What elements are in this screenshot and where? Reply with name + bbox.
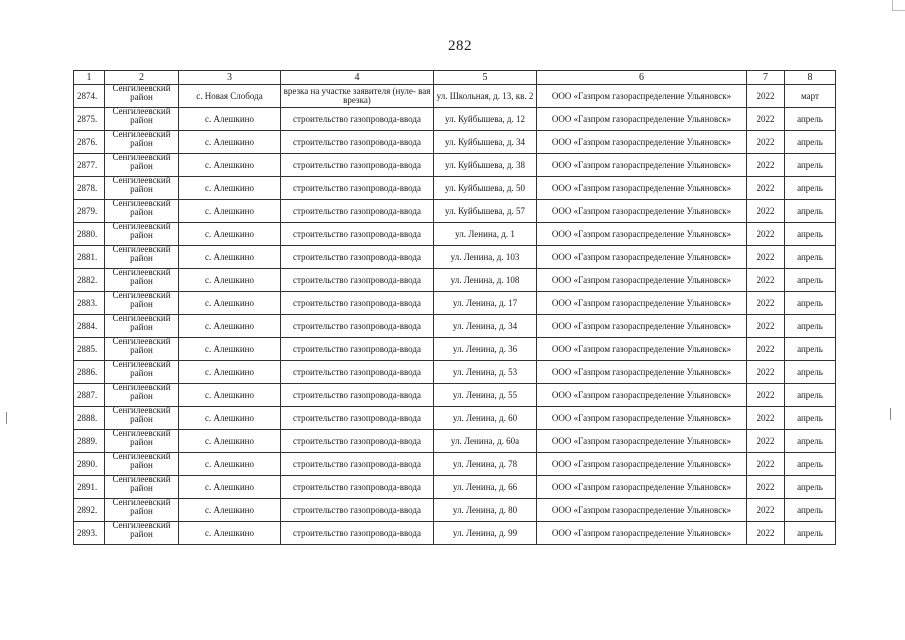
address-cell: ул. Ленина, д. 55	[434, 384, 537, 407]
district-text: Сенгилеевский район	[112, 130, 171, 148]
work-type-cell: строительство газопровода-ввода	[281, 177, 434, 200]
district-cell	[105, 85, 179, 108]
organization-cell: ООО «Газпром газораспределение Ульяновск»	[537, 223, 747, 246]
district-cell	[105, 269, 179, 292]
locality-cell: с. Алешкино	[179, 246, 281, 269]
column-header: 7	[747, 71, 785, 85]
locality-cell: с. Алешкино	[179, 131, 281, 154]
row-number-cell: 2880.	[74, 223, 105, 246]
month-cell: апрель	[785, 315, 836, 338]
month-cell: апрель	[785, 384, 836, 407]
district-cell	[105, 430, 179, 453]
year-cell: 2022	[747, 131, 785, 154]
row-number-cell: 2875.	[74, 108, 105, 131]
address-cell: ул. Ленина, д. 99	[434, 522, 537, 545]
year-cell: 2022	[747, 499, 785, 522]
organization-cell: ООО «Газпром газораспределение Ульяновск»	[537, 246, 747, 269]
organization-cell: ООО «Газпром газораспределение Ульяновск»	[537, 200, 747, 223]
work-type-cell: строительство газопровода-ввода	[281, 476, 434, 499]
district-text: Сенгилеевский район	[112, 245, 171, 263]
district-cell	[105, 177, 179, 200]
month-cell: март	[785, 85, 836, 108]
district-text: Сенгилеевский район	[112, 268, 171, 286]
month-cell: апрель	[785, 476, 836, 499]
row-number-cell: 2881.	[74, 246, 105, 269]
district-cell	[105, 499, 179, 522]
locality-cell: с. Алешкино	[179, 315, 281, 338]
year-cell: 2022	[747, 154, 785, 177]
month-cell: апрель	[785, 430, 836, 453]
table-row	[74, 315, 836, 338]
row-number-cell: 2890.	[74, 453, 105, 476]
year-cell: 2022	[747, 246, 785, 269]
organization-cell: ООО «Газпром газораспределение Ульяновск»	[537, 476, 747, 499]
row-number-cell: 2888.	[74, 407, 105, 430]
district-text: Сенгилеевский район	[112, 107, 171, 125]
row-number-cell: 2879.	[74, 200, 105, 223]
locality-cell: с. Алешкино	[179, 269, 281, 292]
organization-cell: ООО «Газпром газораспределение Ульяновск»	[537, 269, 747, 292]
district-text: Сенгилеевский район	[112, 314, 171, 332]
year-cell: 2022	[747, 223, 785, 246]
district-text: Сенгилеевский район	[112, 498, 171, 516]
table-row	[74, 384, 836, 407]
district-cell	[105, 246, 179, 269]
district-text: Сенгилеевский район	[112, 84, 171, 102]
month-cell: апрель	[785, 499, 836, 522]
year-cell: 2022	[747, 85, 785, 108]
table-row	[74, 407, 836, 430]
organization-cell: ООО «Газпром газораспределение Ульяновск»	[537, 85, 747, 108]
locality-cell: с. Алешкино	[179, 361, 281, 384]
work-type-cell: строительство газопровода-ввода	[281, 522, 434, 545]
page-corner-mark	[892, 0, 905, 11]
address-cell: ул. Ленина, д. 60	[434, 407, 537, 430]
district-cell	[105, 223, 179, 246]
district-text: Сенгилеевский район	[112, 429, 171, 447]
district-cell	[105, 338, 179, 361]
address-cell: ул. Ленина, д. 78	[434, 453, 537, 476]
year-cell: 2022	[747, 292, 785, 315]
district-cell	[105, 315, 179, 338]
district-text: Сенгилеевский район	[112, 337, 171, 355]
year-cell: 2022	[747, 430, 785, 453]
year-cell: 2022	[747, 315, 785, 338]
table-header-row	[74, 71, 836, 85]
column-header: 6	[537, 71, 747, 85]
row-number-cell: 2887.	[74, 384, 105, 407]
work-type-cell: строительство газопровода-ввода	[281, 338, 434, 361]
organization-cell: ООО «Газпром газораспределение Ульяновск»	[537, 499, 747, 522]
locality-cell: с. Алешкино	[179, 430, 281, 453]
year-cell: 2022	[747, 476, 785, 499]
work-type-cell: строительство газопровода-ввода	[281, 499, 434, 522]
row-number-cell: 2893.	[74, 522, 105, 545]
district-cell	[105, 108, 179, 131]
table-row	[74, 108, 836, 131]
row-number-cell: 2891.	[74, 476, 105, 499]
organization-cell: ООО «Газпром газораспределение Ульяновск»	[537, 338, 747, 361]
table-row	[74, 522, 836, 545]
row-number-cell: 2878.	[74, 177, 105, 200]
locality-cell: с. Алешкино	[179, 384, 281, 407]
district-text: Сенгилеевский район	[112, 452, 171, 470]
address-cell: ул. Куйбышева, д. 50	[434, 177, 537, 200]
table-row	[74, 223, 836, 246]
month-cell: апрель	[785, 108, 836, 131]
column-header: 1	[74, 71, 105, 85]
district-text: Сенгилеевский район	[112, 475, 171, 493]
row-number-cell: 2885.	[74, 338, 105, 361]
table-row	[74, 476, 836, 499]
month-cell: апрель	[785, 292, 836, 315]
district-cell	[105, 384, 179, 407]
locality-cell: с. Новая Слобода	[179, 85, 281, 108]
column-header: 3	[179, 71, 281, 85]
work-type-cell: строительство газопровода-ввода	[281, 154, 434, 177]
district-cell	[105, 292, 179, 315]
year-cell: 2022	[747, 200, 785, 223]
month-cell: апрель	[785, 453, 836, 476]
district-cell	[105, 154, 179, 177]
organization-cell: ООО «Газпром газораспределение Ульяновск»	[537, 407, 747, 430]
locality-cell: с. Алешкино	[179, 453, 281, 476]
address-cell: ул. Ленина, д. 17	[434, 292, 537, 315]
row-number-cell: 2884.	[74, 315, 105, 338]
district-text: Сенгилеевский район	[112, 406, 171, 424]
district-text: Сенгилеевский район	[112, 199, 171, 217]
work-type-cell: строительство газопровода-ввода	[281, 246, 434, 269]
address-cell: ул. Школьная, д. 13, кв. 2	[434, 85, 537, 108]
organization-cell: ООО «Газпром газораспределение Ульяновск»	[537, 108, 747, 131]
work-type-cell: строительство газопровода-ввода	[281, 292, 434, 315]
locality-cell: с. Алешкино	[179, 177, 281, 200]
address-cell: ул. Ленина, д. 1	[434, 223, 537, 246]
table-row	[74, 154, 836, 177]
district-cell	[105, 361, 179, 384]
row-number-cell: 2886.	[74, 361, 105, 384]
organization-cell: ООО «Газпром газораспределение Ульяновск»	[537, 154, 747, 177]
locality-cell: с. Алешкино	[179, 200, 281, 223]
table-row	[74, 269, 836, 292]
address-cell: ул. Куйбышева, д. 12	[434, 108, 537, 131]
address-cell: ул. Ленина, д. 66	[434, 476, 537, 499]
locality-cell: с. Алешкино	[179, 154, 281, 177]
organization-cell: ООО «Газпром газораспределение Ульяновск»	[537, 177, 747, 200]
work-type-cell: строительство газопровода-ввода	[281, 269, 434, 292]
address-cell: ул. Куйбышева, д. 38	[434, 154, 537, 177]
district-text: Сенгилеевский район	[112, 153, 171, 171]
row-number-cell: 2883.	[74, 292, 105, 315]
table-row	[74, 338, 836, 361]
district-cell	[105, 200, 179, 223]
table-row	[74, 361, 836, 384]
year-cell: 2022	[747, 384, 785, 407]
district-text: Сенгилеевский район	[112, 176, 171, 194]
address-cell: ул. Куйбышева, д. 34	[434, 131, 537, 154]
organization-cell: ООО «Газпром газораспределение Ульяновск»	[537, 384, 747, 407]
address-cell: ул. Ленина, д. 60а	[434, 430, 537, 453]
work-type-cell: строительство газопровода-ввода	[281, 108, 434, 131]
district-text: Сенгилеевский район	[112, 383, 171, 401]
table-row	[74, 499, 836, 522]
locality-cell: с. Алешкино	[179, 476, 281, 499]
locality-cell: с. Алешкино	[179, 108, 281, 131]
locality-cell: с. Алешкино	[179, 522, 281, 545]
district-text: Сенгилеевский район	[112, 521, 171, 539]
table-row	[74, 246, 836, 269]
locality-cell: с. Алешкино	[179, 407, 281, 430]
organization-cell: ООО «Газпром газораспределение Ульяновск»	[537, 131, 747, 154]
table-row	[74, 200, 836, 223]
year-cell: 2022	[747, 269, 785, 292]
month-cell: апрель	[785, 407, 836, 430]
month-cell: апрель	[785, 177, 836, 200]
month-cell: апрель	[785, 522, 836, 545]
work-type-cell: строительство газопровода-ввода	[281, 453, 434, 476]
table-row	[74, 292, 836, 315]
district-cell	[105, 407, 179, 430]
right-binding-mark	[890, 408, 891, 420]
organization-cell: ООО «Газпром газораспределение Ульяновск»	[537, 292, 747, 315]
year-cell: 2022	[747, 453, 785, 476]
locality-cell: с. Алешкино	[179, 223, 281, 246]
work-type-cell: врезка на участке заявителя (нуле- вая врезка)	[281, 85, 434, 108]
page-number: 282	[448, 38, 472, 54]
table-row	[74, 430, 836, 453]
left-binding-mark	[6, 412, 7, 424]
address-cell: ул. Куйбышева, д. 57	[434, 200, 537, 223]
month-cell: апрель	[785, 223, 836, 246]
organization-cell: ООО «Газпром газораспределение Ульяновск»	[537, 361, 747, 384]
district-cell	[105, 522, 179, 545]
table-row	[74, 453, 836, 476]
year-cell: 2022	[747, 338, 785, 361]
work-type-cell: строительство газопровода-ввода	[281, 384, 434, 407]
column-header: 4	[281, 71, 434, 85]
gas-connection-registry-table	[73, 70, 836, 545]
year-cell: 2022	[747, 522, 785, 545]
row-number-cell: 2874.	[74, 85, 105, 108]
month-cell: апрель	[785, 200, 836, 223]
district-cell	[105, 476, 179, 499]
address-cell: ул. Ленина, д. 53	[434, 361, 537, 384]
address-cell: ул. Ленина, д. 36	[434, 338, 537, 361]
work-type-cell: строительство газопровода-ввода	[281, 315, 434, 338]
table-row	[74, 131, 836, 154]
organization-cell: ООО «Газпром газораспределение Ульяновск»	[537, 315, 747, 338]
organization-cell: ООО «Газпром газораспределение Ульяновск»	[537, 453, 747, 476]
column-header: 5	[434, 71, 537, 85]
month-cell: апрель	[785, 361, 836, 384]
year-cell: 2022	[747, 108, 785, 131]
district-cell	[105, 453, 179, 476]
month-cell: апрель	[785, 154, 836, 177]
district-text: Сенгилеевский район	[112, 222, 171, 240]
row-number-cell: 2876.	[74, 131, 105, 154]
month-cell: апрель	[785, 246, 836, 269]
organization-cell: ООО «Газпром газораспределение Ульяновск»	[537, 430, 747, 453]
district-text: Сенгилеевский район	[112, 291, 171, 309]
work-type-cell: строительство газопровода-ввода	[281, 407, 434, 430]
year-cell: 2022	[747, 407, 785, 430]
month-cell: апрель	[785, 131, 836, 154]
row-number-cell: 2877.	[74, 154, 105, 177]
table-row	[74, 85, 836, 108]
organization-cell: ООО «Газпром газораспределение Ульяновск»	[537, 522, 747, 545]
work-type-cell: строительство газопровода-ввода	[281, 131, 434, 154]
district-cell	[105, 131, 179, 154]
month-cell: апрель	[785, 269, 836, 292]
year-cell: 2022	[747, 177, 785, 200]
row-number-cell: 2882.	[74, 269, 105, 292]
address-cell: ул. Ленина, д. 103	[434, 246, 537, 269]
locality-cell: с. Алешкино	[179, 338, 281, 361]
column-header: 8	[785, 71, 836, 85]
address-cell: ул. Ленина, д. 34	[434, 315, 537, 338]
locality-cell: с. Алешкино	[179, 499, 281, 522]
table-row	[74, 177, 836, 200]
work-type-cell: строительство газопровода-ввода	[281, 223, 434, 246]
column-header: 2	[105, 71, 179, 85]
year-cell: 2022	[747, 361, 785, 384]
work-type-cell: строительство газопровода-ввода	[281, 200, 434, 223]
month-cell: апрель	[785, 338, 836, 361]
district-text: Сенгилеевский район	[112, 360, 171, 378]
locality-cell: с. Алешкино	[179, 292, 281, 315]
work-type-cell: строительство газопровода-ввода	[281, 430, 434, 453]
address-cell: ул. Ленина, д. 80	[434, 499, 537, 522]
work-type-cell: строительство газопровода-ввода	[281, 361, 434, 384]
row-number-cell: 2889.	[74, 430, 105, 453]
row-number-cell: 2892.	[74, 499, 105, 522]
address-cell: ул. Ленина, д. 108	[434, 269, 537, 292]
